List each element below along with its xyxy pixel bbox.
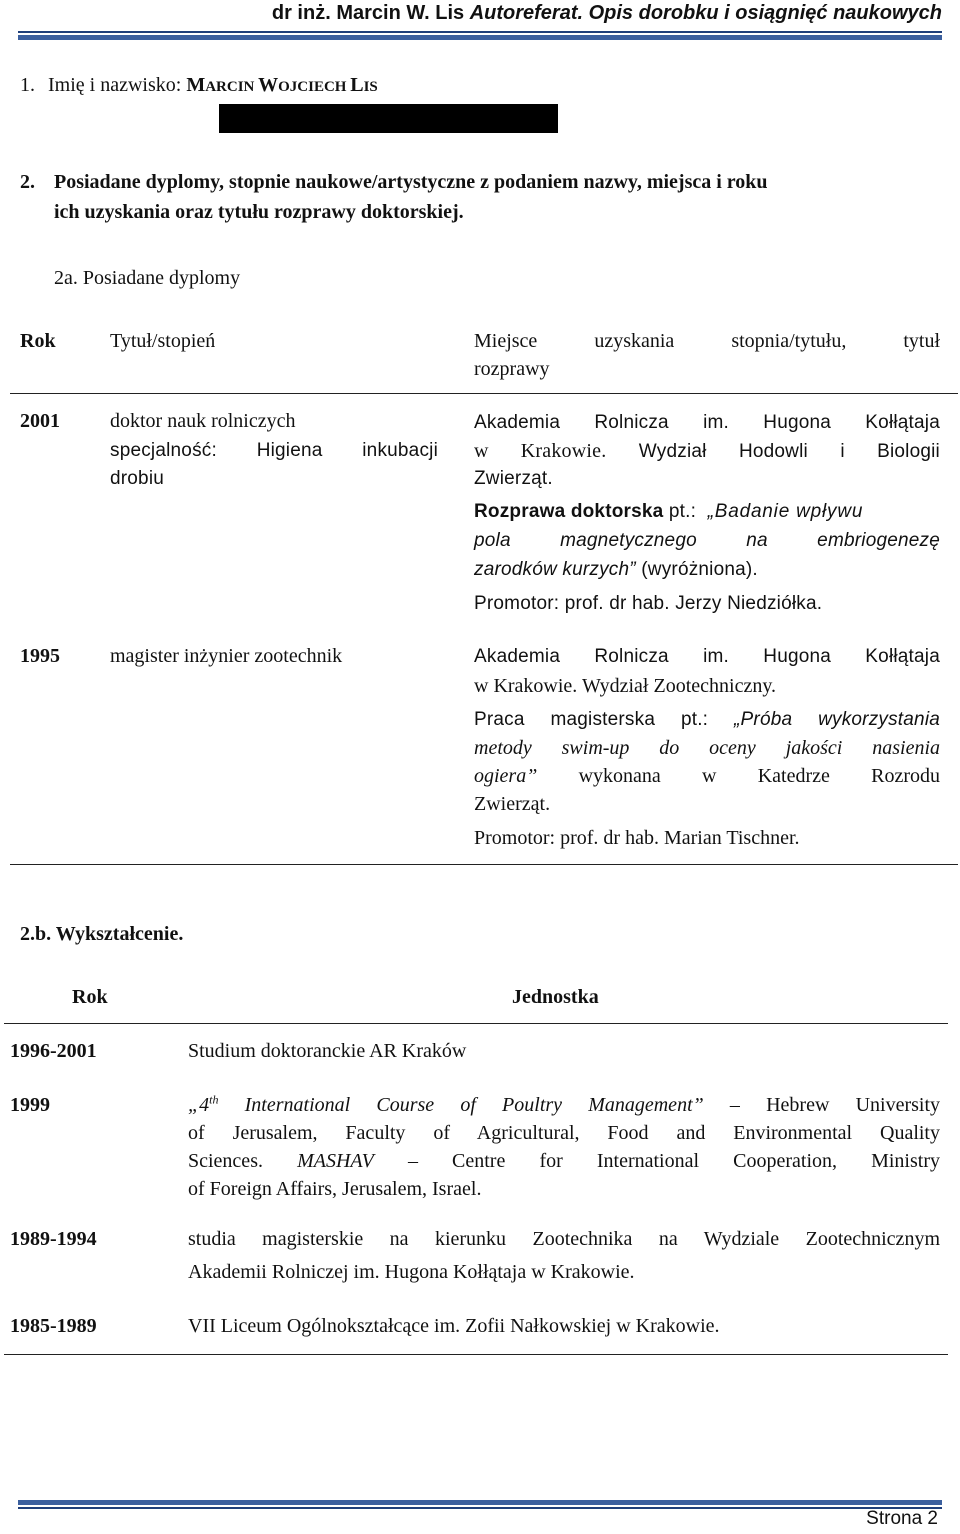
education-unit-line3: Sciences. MASHAV – Centre for International Cooperation, Ministry	[188, 1150, 940, 1172]
education-unit-line1: „4th International Course of Poultry Management” – Hebrew University	[188, 1092, 940, 1116]
section-2a-heading: 2a. Posiadane dyplomy	[54, 267, 241, 289]
section-2-title-line2: ich uzyskania oraz tytułu rozprawy doktorskiej.	[54, 201, 464, 223]
section-1	[20, 71, 378, 101]
table-2a-header-rule	[10, 393, 958, 394]
section-1-number: 1.	[20, 74, 35, 96]
table-2b-bottom-rule	[4, 1354, 948, 1355]
col-place-header-line1: Miejsce uzyskania stopnia/tytułu, tytuł	[474, 330, 940, 352]
education-year: 1999	[10, 1094, 50, 1116]
diploma-title: doktor nauk rolniczych	[110, 410, 296, 432]
thesis-line3: zarodków kurzych” (wyróżniona).	[474, 559, 758, 580]
diploma-specialty-cont: drobiu	[110, 468, 165, 489]
diploma-place-line1: Akademia Rolnicza im. Hugona Kołłątaja	[474, 412, 940, 433]
col-place-header-line2: rozprawy	[474, 358, 550, 380]
education-unit-line1: studia magisterskie na kierunku Zootechnika na Wydziale Zootechnicznym	[188, 1228, 940, 1250]
col-unit-header: Jednostka	[512, 986, 599, 1008]
diploma-specialty: specjalność: Higiena inkubacji	[110, 440, 438, 461]
table-2b-header-rule	[4, 1023, 948, 1024]
page-number: Strona 2	[866, 1508, 938, 1529]
diploma-place-line3: Zwierząt.	[474, 468, 553, 489]
thesis-line2: metody swim-up do oceny jakości nasienia	[474, 737, 940, 759]
thesis-line4: Zwierząt.	[474, 793, 551, 815]
col-year-header: Rok	[72, 986, 108, 1008]
thesis-line1: Praca magisterska pt.: „Próba wykorzystania	[474, 709, 941, 730]
promoter-1995: Promotor: prof. dr hab. Marian Tischner.	[474, 827, 800, 849]
education-unit-line4: of Foreign Affairs, Jerusalem, Israel.	[188, 1178, 482, 1200]
diploma-year-1995: 1995	[20, 645, 60, 667]
section-2b-heading: 2.b. Wykształcenie.	[20, 923, 184, 945]
education-year: 1989-1994	[10, 1228, 97, 1250]
running-header	[272, 2, 942, 25]
header-author: dr inż. Marcin W. Lis	[271, 2, 465, 24]
education-unit-line2: Akademii Rolniczej im. Hugona Kołłątaja w Krakowie.	[188, 1261, 635, 1283]
thesis-line3: ogiera” wykonana w Katedrze Rozrodu	[474, 765, 941, 787]
diploma-title: magister inżynier zootechnik	[110, 645, 343, 667]
education-unit: VII Liceum Ogólnokształcące im. Zofii Nałkowskiej w Krakowie.	[188, 1315, 720, 1337]
education-year: 1985-1989	[10, 1315, 97, 1337]
section-1-label: Imię i nazwisko:	[48, 74, 182, 96]
diploma-year-2001: 2001	[20, 410, 60, 432]
diploma-place-line2: w Krakowie. Wydział Hodowli i Biologii	[474, 440, 940, 462]
redaction-bar	[219, 104, 558, 133]
promoter-2001: Promotor: prof. dr hab. Jerzy Niedziółka.	[474, 593, 823, 614]
footer-rule-top	[18, 1500, 942, 1505]
diploma-place-line1: Akademia Rolnicza im. Hugona Kołłątaja	[474, 646, 940, 667]
table-2a-bottom-rule	[10, 864, 958, 865]
footer-rule-bottom	[18, 1507, 942, 1509]
col-title-header: Tytuł/stopień	[110, 330, 216, 352]
education-unit: Studium doktoranckie AR Kraków	[188, 1040, 467, 1062]
col-year-header: Rok	[20, 330, 56, 352]
thesis-line1: Rozprawa doktorska pt.: „Badanie wpływu	[474, 501, 864, 522]
thesis-line2: pola magnetycznego na embriogenezę	[474, 530, 940, 551]
section-2-title-line1: 2. Posiadane dyplomy, stopnie naukowe/artystyczne z podaniem nazwy, miejsca i roku	[20, 171, 768, 193]
education-unit-line2: of Jerusalem, Faculty of Agricultural, Food and Environmental Quality	[188, 1122, 940, 1144]
education-year: 1996-2001	[10, 1040, 97, 1062]
header-subtitle: Autoreferat. Opis dorobku i osiągnięć naukowych	[469, 2, 942, 24]
header-rule-bottom	[18, 35, 942, 40]
diploma-place-line2: w Krakowie. Wydział Zootechniczny.	[474, 675, 777, 697]
header-rule-top	[18, 31, 942, 33]
full-name: MARCIN WOJCIECH LIS	[186, 74, 378, 96]
